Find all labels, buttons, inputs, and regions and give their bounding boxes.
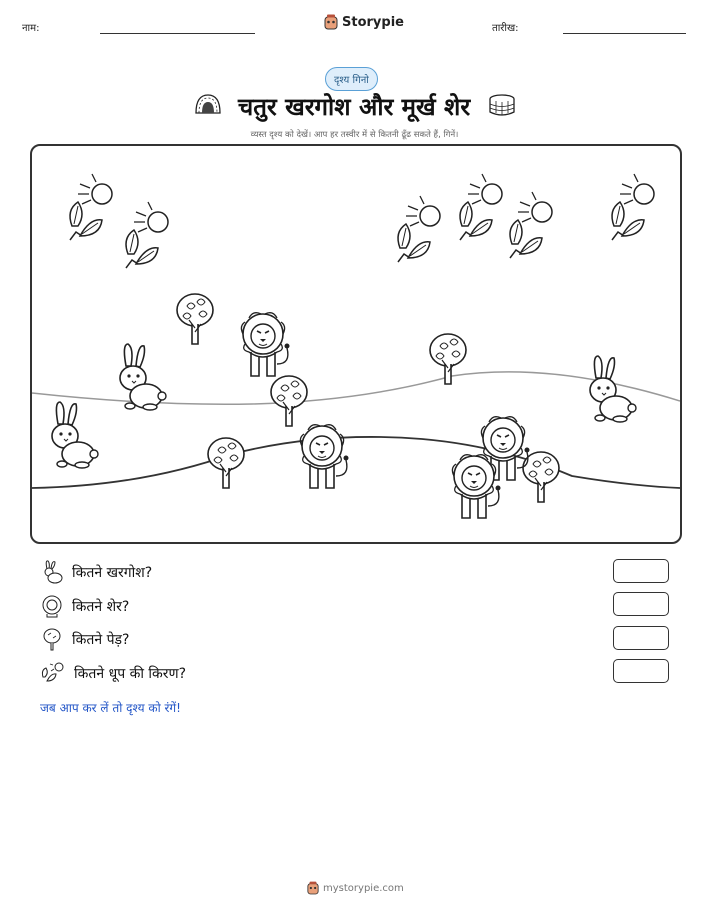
activity-badge: दृश्य गिनो [325,67,378,91]
question-row-sunrays [40,661,186,685]
footer-url[interactable]: mystorypie.com [323,882,404,894]
sunray-leaf-1 [70,174,112,240]
date-label: तारीख: [492,23,519,34]
lion-1 [241,313,289,376]
lion-icon [40,594,64,618]
rabbit-2 [52,402,98,468]
brand-logo [324,14,404,30]
sunray-leaf-3 [398,196,440,262]
answer-box-rabbits[interactable] [613,559,669,583]
answer-box-trees[interactable] [613,626,669,650]
storypie-mascot-icon [324,14,338,30]
rabbit-3 [590,356,636,422]
name-label: नाम: [22,23,40,34]
date-line[interactable] [563,33,686,34]
answer-box-sunrays[interactable] [613,659,669,683]
question-sunrays: कितने धूप की किरण? [74,665,187,682]
instructions: व्यस्त दृश्य को देखें। आप हर तस्वीर में से कितनी ढूँढ सकते हैं, गिनें। [250,130,459,140]
question-lions: कितने शेर? [72,598,130,615]
rabbit-1 [120,344,166,410]
question-row-lions [40,594,129,618]
tree-icon [40,627,64,651]
sunray-leaf-2 [126,202,168,268]
question-row-trees [40,627,129,651]
storypie-mascot-small-icon [307,881,319,895]
page-title: चतुर खरगोश और मूर्ख शेर [238,93,471,121]
sunray-leaf-5 [510,192,552,258]
footer-brand [307,881,404,895]
lion-2 [300,425,348,488]
count-scene [30,144,682,544]
question-rabbits: कितने खरगोश? [72,564,153,581]
tree-4 [208,438,244,488]
sunray-leaf-6 [612,174,654,240]
scene-illustration [32,146,680,542]
rabbit-icon [40,560,64,584]
lion-4 [452,455,500,518]
name-line[interactable] [100,33,255,34]
tree-1 [177,294,213,344]
brand-name: Storypie [342,14,404,30]
question-row-rabbits [40,560,152,584]
sunray-icon [40,661,66,685]
cave-icon [194,93,222,115]
well-icon [488,93,516,117]
sunray-leaf-4 [460,174,502,240]
front-hill-line [32,437,680,488]
answer-box-lions[interactable] [613,592,669,616]
tree-3 [271,376,307,426]
question-trees: कितने पेड़? [72,631,130,648]
tree-2 [430,334,466,384]
coloring-note: जब आप कर लें तो दृश्य को रंगें! [40,701,181,715]
